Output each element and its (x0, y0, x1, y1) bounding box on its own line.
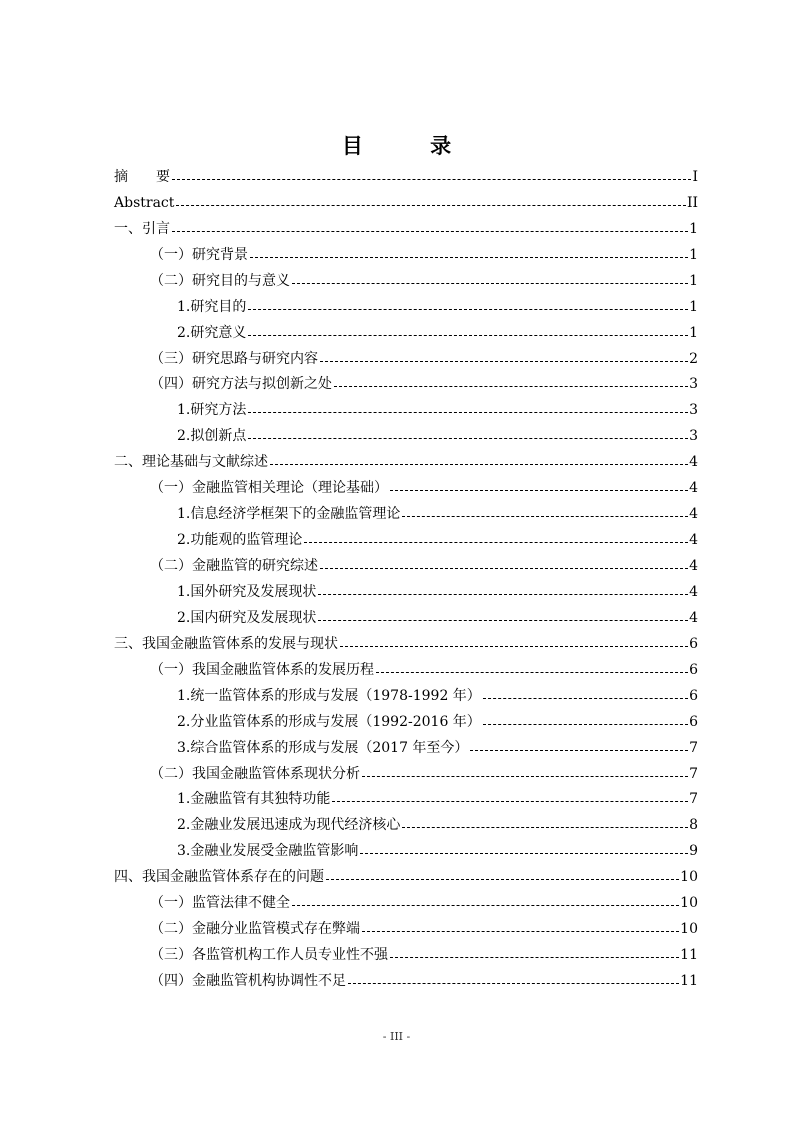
toc-entry[interactable] (114, 657, 698, 683)
toc-entry-title: （二）金融监管的研究综述 (150, 558, 318, 575)
toc-entry-page: 6 (689, 713, 698, 730)
toc-leader-dashes (304, 541, 688, 543)
toc-entry[interactable] (114, 553, 698, 579)
toc-leader-dashes (318, 619, 688, 621)
toc-entry[interactable] (114, 501, 698, 527)
toc-entry-title: 摘 要 (114, 168, 170, 185)
toc-leader-dashes (483, 723, 688, 725)
toc-leader-dashes (402, 515, 688, 517)
toc-entry-page: 4 (689, 480, 698, 497)
toc-entry-page: 10 (680, 921, 698, 938)
toc-entry-title: 二、理论基础与文献综述 (114, 454, 268, 471)
page-title: 目 录 (341, 134, 482, 158)
page-number: - III - (382, 1030, 411, 1043)
toc-entry-page: 8 (689, 817, 698, 834)
toc-entry-page: 10 (680, 895, 698, 912)
toc-entry-title: 三、我国金融监管体系的发展与现状 (114, 635, 338, 652)
toc-leader-dashes (483, 697, 688, 699)
toc-entry-title: 2.研究意义 (177, 324, 247, 341)
toc-leader-dashes (332, 800, 688, 802)
toc-entry-title: 2.功能观的监管理论 (177, 532, 303, 549)
toc-entry-title: 1.国外研究及发展现状 (177, 583, 317, 600)
toc-entry-title: （一）金融监管相关理论（理论基础） (150, 480, 388, 497)
toc-entry[interactable] (114, 942, 698, 968)
toc-entry-title: （四）研究方法与拟创新之处 (150, 376, 332, 393)
toc-entry-title: 1.研究方法 (177, 402, 247, 419)
toc-entry[interactable] (114, 397, 698, 423)
toc-entry[interactable] (114, 527, 698, 553)
toc-entry-page: 9 (689, 843, 698, 860)
toc-entry-page: 3 (689, 402, 698, 419)
toc-entry[interactable] (114, 449, 698, 475)
toc-entry-title: 3.金融业发展受金融监管影响 (177, 843, 359, 860)
toc-entry-title: 2.国内研究及发展现状 (177, 609, 317, 626)
toc-leader-dashes (320, 567, 688, 569)
toc-entry-title: 2.拟创新点 (177, 428, 247, 445)
toc-entry-page: 1 (689, 246, 698, 263)
toc-entry-title: （一）我国金融监管体系的发展历程 (150, 661, 374, 678)
toc-entry[interactable] (114, 294, 698, 320)
toc-leader-dashes (292, 904, 679, 906)
toc-entry-title: 3.综合监管体系的形成与发展（2017 年至今） (177, 739, 469, 756)
toc-leader-dashes (326, 878, 679, 880)
toc-entry-title: 2.金融业发展迅速成为现代经济核心 (177, 817, 401, 834)
toc-entry[interactable] (114, 475, 698, 501)
toc-entry-page: 4 (689, 558, 698, 575)
toc-leader-dashes (362, 775, 688, 777)
toc-entry-title: 1.统一监管体系的形成与发展（1978-1992 年） (177, 687, 481, 704)
toc-entry[interactable] (114, 864, 698, 890)
toc-entry[interactable] (114, 372, 698, 398)
toc-entry-page: 2 (689, 350, 698, 367)
toc-entry[interactable] (114, 242, 698, 268)
toc-entry-title: （二）研究目的与意义 (150, 272, 290, 289)
toc-leader-dashes (334, 385, 688, 387)
toc-entry[interactable] (114, 761, 698, 787)
toc-entry-title: （二）金融分业监管模式存在弊端 (150, 921, 360, 938)
toc-entry-page: 7 (689, 791, 698, 808)
toc-entry[interactable] (114, 968, 698, 994)
toc-entry-page: 1 (689, 220, 698, 237)
toc-leader-dashes (376, 671, 688, 673)
toc-leader-dashes (348, 982, 679, 984)
toc-entry[interactable] (114, 190, 698, 216)
toc-entry[interactable] (114, 216, 698, 242)
toc-entry-title: （三）各监管机构工作人员专业性不强 (150, 947, 388, 964)
toc-entry-page: 7 (689, 765, 698, 782)
toc-leader-dashes (362, 930, 679, 932)
toc-entry[interactable] (114, 579, 698, 605)
toc-entry[interactable] (114, 890, 698, 916)
toc-leader-dashes (176, 204, 686, 206)
toc-entry-page: 4 (689, 609, 698, 626)
toc-leader-dashes (340, 645, 688, 647)
toc-entry-page: 4 (689, 583, 698, 600)
toc-leader-dashes (172, 178, 691, 180)
toc-entry-title: （一）监管法律不健全 (150, 895, 290, 912)
toc-entry[interactable] (114, 787, 698, 813)
toc-entry-title: （一）研究背景 (150, 246, 248, 263)
toc-entry[interactable] (114, 735, 698, 761)
toc-leader-dashes (390, 956, 679, 958)
toc-entry[interactable] (114, 164, 698, 190)
toc-entry[interactable] (114, 812, 698, 838)
toc-entry-page: 3 (689, 428, 698, 445)
toc-entry[interactable] (114, 605, 698, 631)
toc-entry-title: 1.信息经济学框架下的金融监管理论 (177, 506, 401, 523)
toc-leader-dashes (292, 282, 688, 284)
toc-entry-page: 11 (680, 973, 698, 990)
toc-entry-page: 1 (689, 324, 698, 341)
toc-entry[interactable] (114, 423, 698, 449)
toc-entry-page: 6 (689, 687, 698, 704)
toc-leader-dashes (320, 360, 688, 362)
toc-entry[interactable] (114, 683, 698, 709)
toc-leader-dashes (248, 334, 688, 336)
toc-leader-dashes (402, 826, 688, 828)
toc-leader-dashes (248, 437, 688, 439)
toc-entry-page: 6 (689, 635, 698, 652)
toc-leader-dashes (248, 308, 688, 310)
toc-entry-page: 4 (689, 454, 698, 471)
toc-entry-title: 四、我国金融监管体系存在的问题 (114, 869, 324, 886)
toc-entry-page: 6 (689, 661, 698, 678)
toc-entry[interactable] (114, 320, 698, 346)
toc-entry-page: 1 (689, 298, 698, 315)
toc-entry-page: 1 (689, 272, 698, 289)
toc-entry-title: 1.研究目的 (177, 298, 247, 315)
toc-entry[interactable] (114, 916, 698, 942)
toc-entry-page: 4 (689, 506, 698, 523)
toc-entry-title: （三）研究思路与研究内容 (150, 350, 318, 367)
toc-entry-page: 4 (689, 532, 698, 549)
table-of-contents (114, 164, 698, 994)
toc-entry-title: （二）我国金融监管体系现状分析 (150, 765, 360, 782)
toc-entry[interactable] (114, 838, 698, 864)
toc-entry-page: 7 (689, 739, 698, 756)
toc-entry[interactable] (114, 268, 698, 294)
toc-entry-page: I (692, 168, 698, 185)
toc-entry-title: 一、引言 (114, 220, 170, 237)
toc-leader-dashes (318, 593, 688, 595)
toc-leader-dashes (360, 852, 688, 854)
toc-leader-dashes (250, 256, 688, 258)
toc-leader-dashes (248, 411, 688, 413)
toc-leader-dashes (470, 749, 688, 751)
toc-entry-title: 2.分业监管体系的形成与发展（1992-2016 年） (177, 713, 481, 730)
toc-entry-page: 11 (680, 947, 698, 964)
toc-entry-title: 1.金融监管有其独特功能 (177, 791, 331, 808)
toc-entry[interactable] (114, 709, 698, 735)
toc-leader-dashes (270, 463, 688, 465)
toc-entry[interactable] (114, 346, 698, 372)
toc-entry-title: Abstract (114, 194, 175, 211)
toc-leader-dashes (172, 230, 688, 232)
toc-entry-page: 10 (680, 869, 698, 886)
toc-entry-page: 3 (689, 376, 698, 393)
toc-entry[interactable] (114, 631, 698, 657)
toc-leader-dashes (390, 489, 688, 491)
toc-entry-page: II (686, 194, 698, 211)
toc-entry-title: （四）金融监管机构协调性不足 (150, 973, 346, 990)
